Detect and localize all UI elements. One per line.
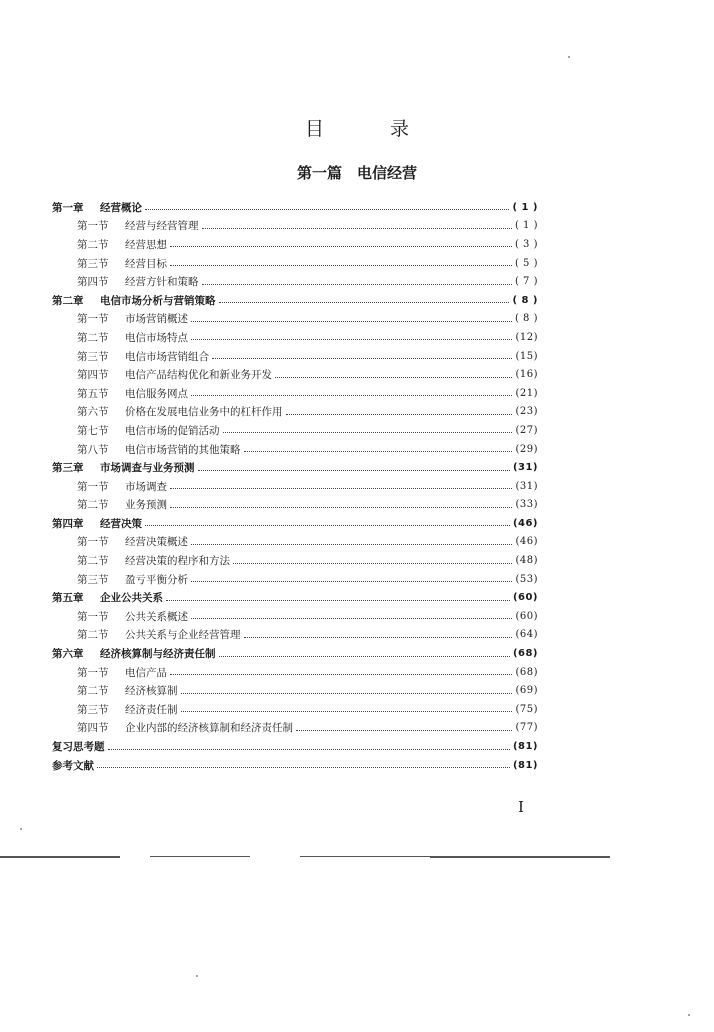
toc-entry-title: 电信产品结构优化和新业务开发: [125, 369, 272, 382]
toc-chapter-row: [52, 458, 538, 477]
scan-edge-line: [0, 856, 120, 858]
toc-entry-title: 电信市场分析与营销策略: [100, 294, 216, 307]
scan-speck: [20, 828, 22, 830]
toc-entry-number: 第四章: [52, 517, 84, 530]
toc-section-row: [52, 626, 538, 645]
scan-edge-line: [150, 856, 250, 857]
dot-leader: [191, 543, 512, 545]
dot-leader: [233, 562, 512, 564]
dot-leader: [170, 487, 512, 489]
toc-page-number: ( 8 ): [512, 294, 538, 306]
dot-leader: [170, 506, 512, 508]
toc-page-number: (23): [515, 406, 538, 418]
toc-page-number: ( 1 ): [512, 201, 538, 213]
toc-entry-title: 经营概论: [100, 201, 142, 214]
toc-entry-title: 经济核算制与经济责任制: [100, 648, 216, 661]
dot-leader: [244, 450, 513, 452]
toc-section-row: [52, 347, 538, 366]
toc-section-row: [52, 607, 538, 626]
toc-page-number: (16): [515, 369, 538, 381]
toc-entry-title: 经营决策的程序和方法: [125, 555, 230, 568]
dot-leader: [181, 692, 513, 694]
toc-page-number: (60): [512, 592, 538, 604]
toc-entry-title: 电信产品: [125, 666, 167, 679]
toc-entry-title: 业务预测: [125, 499, 167, 512]
dot-leader: [166, 599, 510, 601]
toc-entry-number: 第一章: [52, 201, 84, 214]
toc-page-number: (75): [515, 703, 538, 715]
toc-page-number: (15): [515, 350, 538, 362]
toc-entry-title: 电信市场特点: [125, 331, 188, 344]
dot-leader: [170, 673, 512, 675]
toc-page-number: ( 3 ): [514, 238, 538, 250]
toc-entry-number: 第一节: [77, 610, 109, 623]
dot-leader: [191, 394, 512, 396]
toc-page-number: (69): [515, 685, 538, 697]
dot-leader: [286, 413, 513, 415]
toc-page-number: (77): [515, 722, 538, 734]
toc-entry-number: 第一节: [77, 313, 109, 326]
dot-leader: [145, 524, 510, 526]
toc-section-row: [52, 421, 538, 440]
toc-entry-number: 第一节: [77, 666, 109, 679]
toc-entry-title: 公共关系与企业经营管理: [125, 629, 241, 642]
toc-entry-number: 第二节: [77, 499, 109, 512]
dot-leader: [296, 729, 512, 731]
toc-entry-number: 第四节: [77, 722, 109, 735]
toc-entry-title: 经营与经营管理: [125, 220, 199, 233]
toc-entry-number: 第二节: [77, 238, 109, 251]
dot-leader: [97, 766, 510, 768]
toc-entry-number: 第一节: [77, 536, 109, 549]
toc-entry-number: 第五章: [52, 592, 84, 605]
toc-entry-number: 第二节: [77, 331, 109, 344]
page-folio: I: [518, 798, 524, 816]
toc-section-row: [52, 719, 538, 738]
toc-entry-number: 第三节: [77, 703, 109, 716]
toc-entry-number: 第一节: [77, 480, 109, 493]
toc-entry-title: 经营决策概述: [125, 536, 188, 549]
dot-leader: [275, 376, 512, 378]
toc-entry-title: 经济责任制: [125, 703, 178, 716]
toc-entry-title: 公共关系概述: [125, 610, 188, 623]
toc-chapter-row: [52, 644, 538, 663]
toc-chapter-row: [52, 198, 538, 217]
toc-entry-title: 经营目标: [125, 257, 167, 270]
toc-entry-number: 第二节: [77, 685, 109, 698]
toc-section-row: [52, 403, 538, 422]
toc-page-number: (81): [512, 759, 538, 771]
toc-entry-title: 经营方针和策略: [125, 276, 199, 289]
toc-entry-number: 第二节: [77, 629, 109, 642]
dot-leader: [191, 580, 512, 582]
dot-leader: [191, 320, 512, 322]
dot-leader: [202, 227, 512, 229]
toc-page-number: (68): [515, 666, 538, 678]
toc-entry-title: 企业公共关系: [100, 592, 163, 605]
toc-entry-title: 市场营销概述: [125, 313, 188, 326]
toc-page-number: (60): [515, 610, 538, 622]
toc-entry-number: 第三节: [77, 257, 109, 270]
dot-leader: [181, 710, 513, 712]
toc-section-row: [52, 551, 538, 570]
toc-section-row: [52, 384, 538, 403]
toc-entry-title: 企业内部的经济核算制和经济责任制: [125, 722, 293, 735]
dot-leader: [170, 245, 512, 247]
toc-entry-number: 第三章: [52, 462, 84, 475]
toc-page-number: (46): [512, 517, 538, 529]
toc-entry-title: 电信市场营销组合: [125, 350, 209, 363]
scan-speck: [568, 56, 570, 58]
page-title: 目 录: [304, 118, 440, 140]
toc-section-row: [52, 272, 538, 291]
toc-page-number: (68): [512, 648, 538, 660]
toc-entry-title: 盈亏平衡分析: [125, 573, 188, 586]
toc-page-number: (27): [515, 424, 538, 436]
dot-leader: [191, 617, 512, 619]
scan-speck: [196, 975, 198, 977]
toc-entry-title: 参考文献: [52, 759, 94, 772]
toc-section-row: [52, 254, 538, 273]
toc-chapter-row: [52, 291, 538, 310]
toc-entry-title: 经营决策: [100, 517, 142, 530]
toc-entry-number: 第二章: [52, 294, 84, 307]
toc-section-row: [52, 310, 538, 329]
toc-chapter-row: [52, 514, 538, 533]
toc-entry-title: 电信市场营销的其他策略: [125, 443, 241, 456]
toc-entry-number: 第二节: [77, 555, 109, 568]
toc-section-row: [52, 477, 538, 496]
toc-entry-title: 价格在发展电信业务中的杠杆作用: [125, 406, 283, 419]
toc-entry-title: 经济核算制: [125, 685, 178, 698]
toc-page-number: (12): [515, 331, 538, 343]
toc-page-number: (64): [515, 629, 538, 641]
dot-leader: [244, 636, 513, 638]
dot-leader: [145, 208, 509, 210]
dot-leader: [202, 283, 512, 285]
toc-page-number: ( 5 ): [514, 257, 538, 269]
toc-section-row: [52, 217, 538, 236]
scan-speck: [688, 1014, 690, 1016]
dot-leader: [170, 264, 512, 266]
toc-entry-title: 电信服务网点: [125, 387, 188, 400]
toc-section-row: [52, 533, 538, 552]
toc-entry-number: 第八节: [77, 443, 109, 456]
toc-section-row: [52, 365, 538, 384]
toc-entry-number: 第七节: [77, 424, 109, 437]
toc-entry-number: 第五节: [77, 387, 109, 400]
toc-page-number: (31): [512, 462, 538, 474]
toc-section-row: [52, 663, 538, 682]
toc-entry-number: 第六节: [77, 406, 109, 419]
toc-section-row: [52, 681, 538, 700]
toc-section-row: [52, 440, 538, 459]
part-title: 第一篇 电信经营: [296, 164, 417, 182]
dot-leader: [198, 469, 510, 471]
toc-section-row: [52, 496, 538, 515]
toc-page-number: (31): [515, 480, 538, 492]
toc-chapter-row: [52, 737, 538, 756]
toc-entry-number: 第一节: [77, 220, 109, 233]
toc-entry-number: 第三节: [77, 350, 109, 363]
table-of-contents: [52, 198, 538, 774]
toc-chapter-row: [52, 756, 538, 775]
toc-chapter-row: [52, 588, 538, 607]
toc-entry-title: 电信市场的促销活动: [125, 424, 220, 437]
toc-page-number: (33): [515, 499, 538, 511]
dot-leader: [191, 338, 512, 340]
scan-edge-line: [430, 856, 610, 858]
toc-page-number: (48): [515, 555, 538, 567]
dot-leader: [212, 357, 512, 359]
toc-entry-title: 市场调查: [125, 480, 167, 493]
toc-entry-title: 经营思想: [125, 238, 167, 251]
toc-page-number: ( 8 ): [514, 313, 538, 325]
toc-entry-number: 第四节: [77, 276, 109, 289]
toc-page-number: (53): [515, 573, 538, 585]
toc-entry-number: 第四节: [77, 369, 109, 382]
toc-section-row: [52, 570, 538, 589]
toc-entry-number: 第六章: [52, 648, 84, 661]
toc-entry-number: 第三节: [77, 573, 109, 586]
toc-page-number: (29): [515, 443, 538, 455]
toc-entry-title: 市场调查与业务预测: [100, 462, 195, 475]
dot-leader: [108, 748, 510, 750]
toc-section-row: [52, 235, 538, 254]
toc-section-row: [52, 700, 538, 719]
dot-leader: [223, 431, 513, 433]
toc-page-number: (46): [515, 536, 538, 548]
toc-page-number: (21): [515, 387, 538, 399]
toc-page-number: (81): [512, 741, 538, 753]
toc-section-row: [52, 328, 538, 347]
toc-page-number: ( 1 ): [514, 220, 538, 232]
toc-page-number: ( 7 ): [514, 276, 538, 288]
dot-leader: [219, 655, 510, 657]
dot-leader: [219, 301, 510, 303]
toc-entry-title: 复习思考题: [52, 741, 105, 754]
